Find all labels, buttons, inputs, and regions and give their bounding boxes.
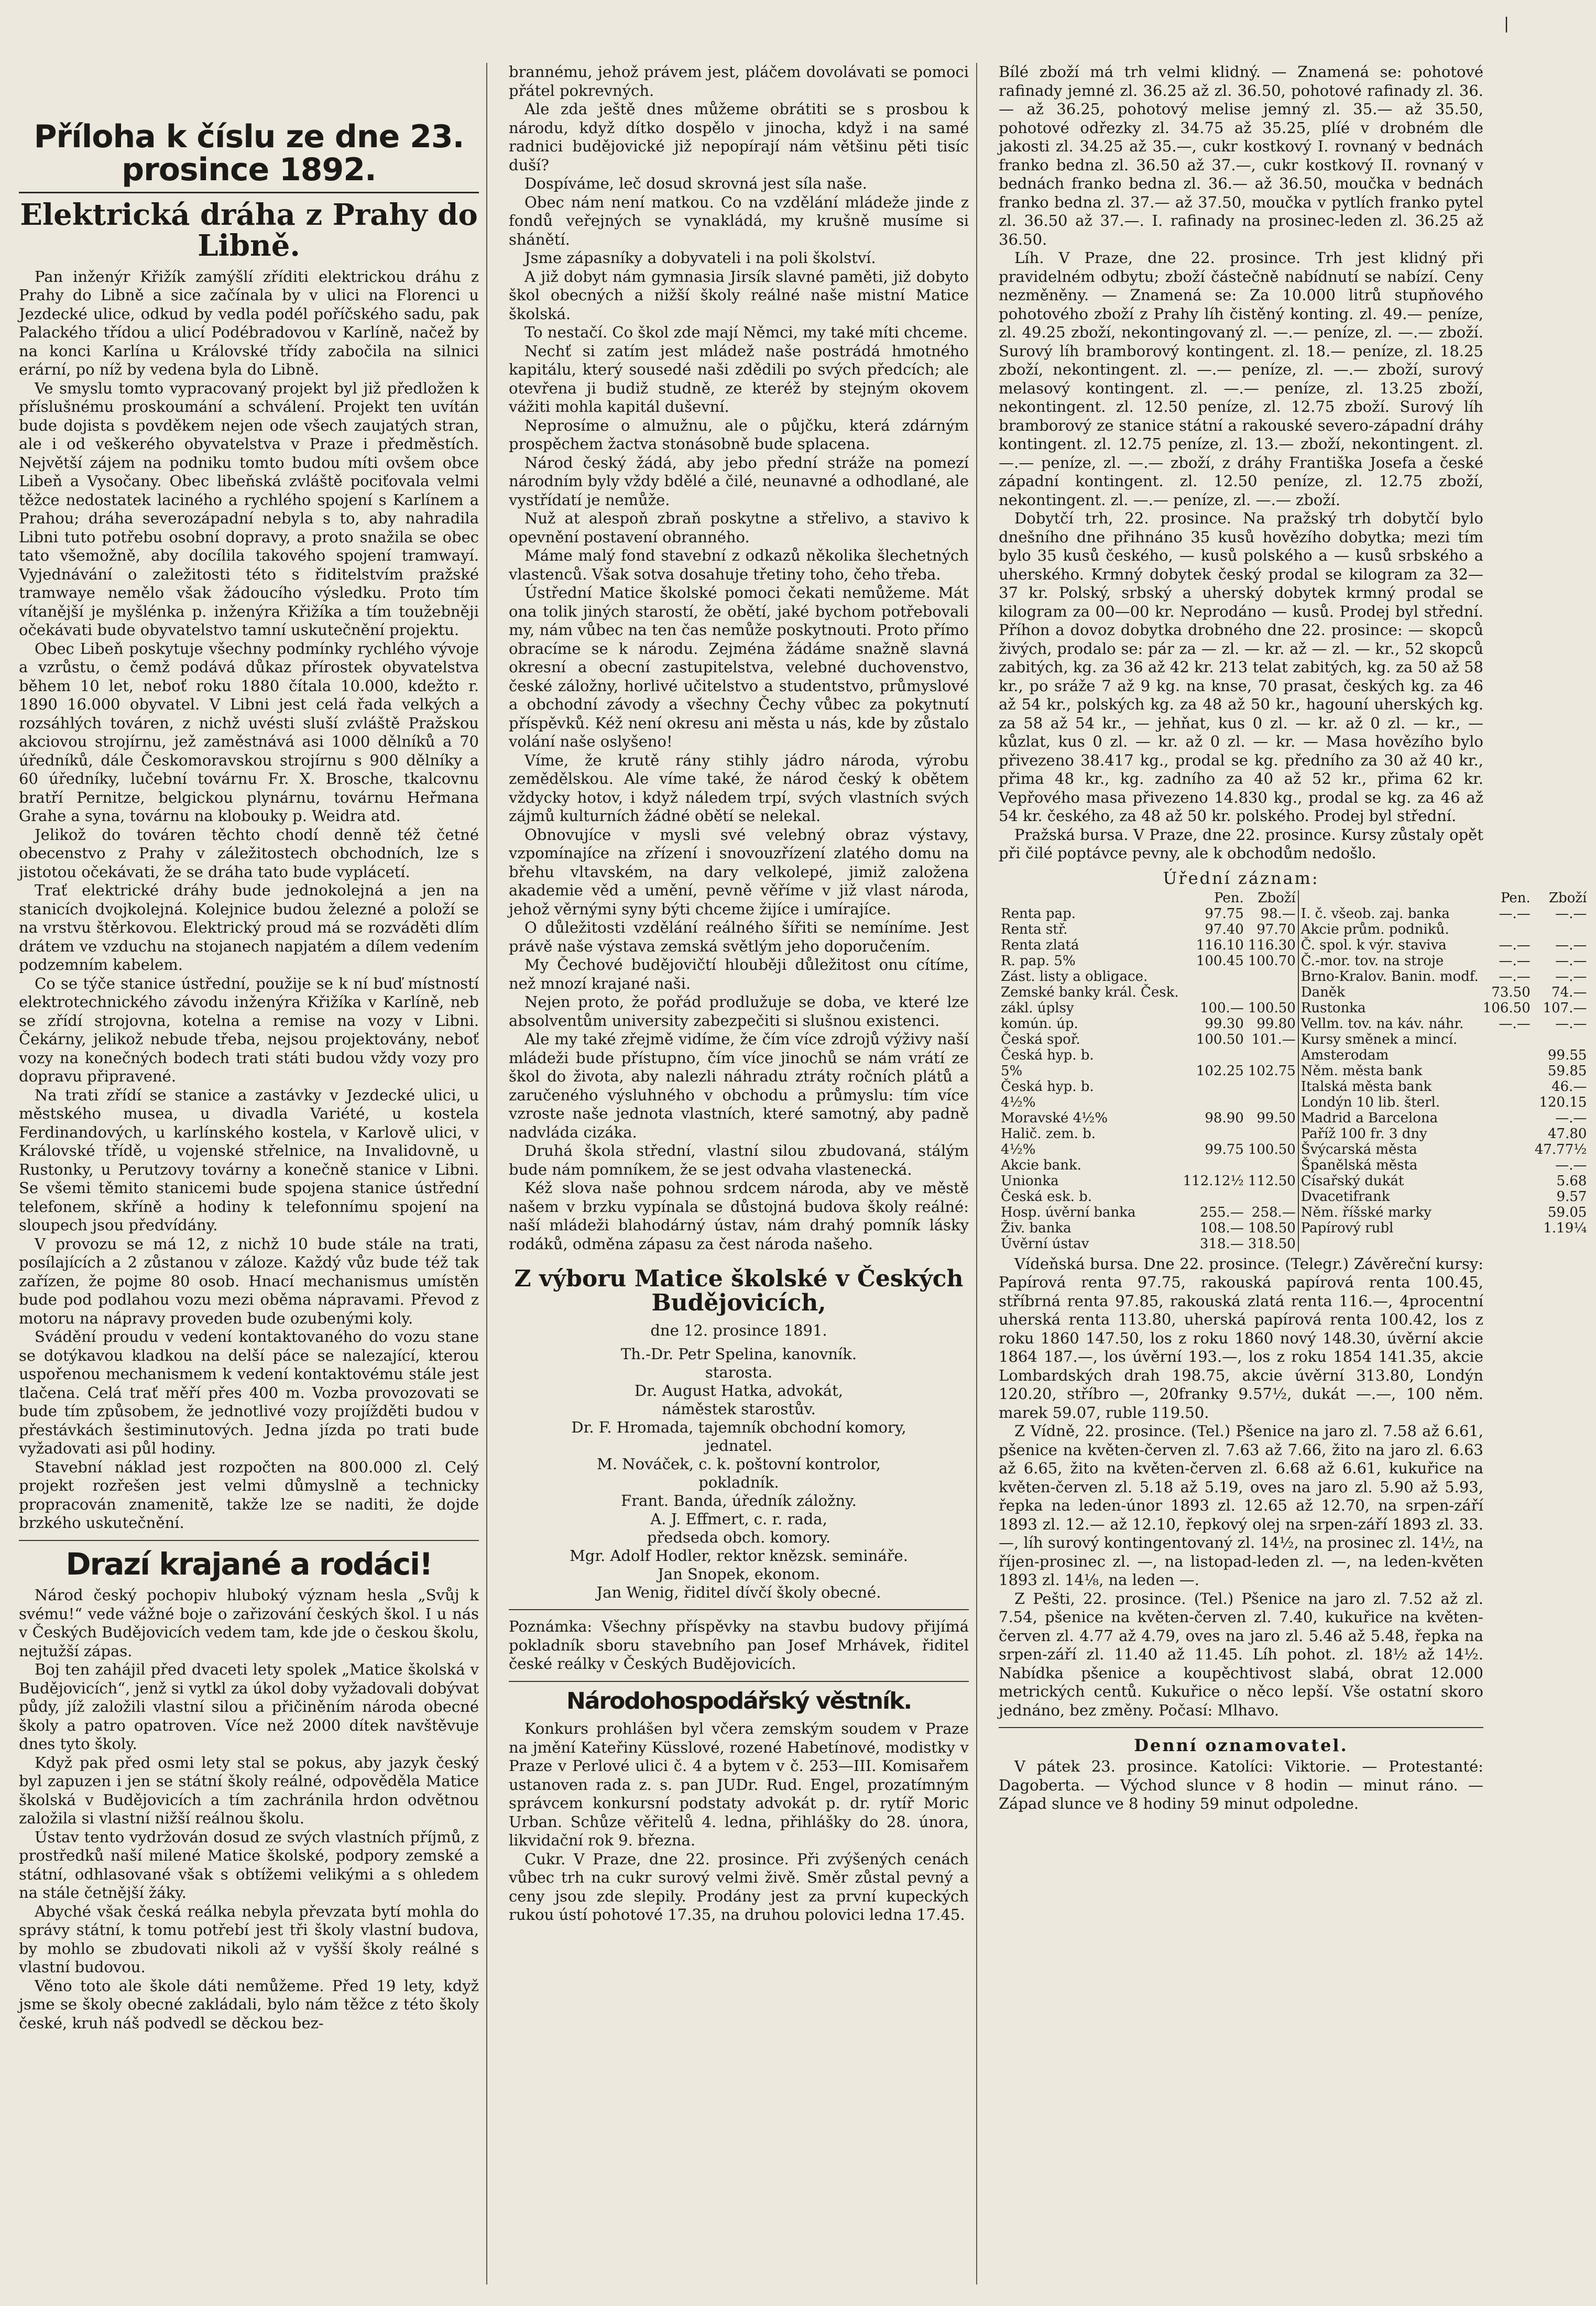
table-cell: 102.75 (1248, 1063, 1296, 1079)
article-paragraph: Ale my také zřejmě vidíme, že čím více zdrojů výživy naší mládeži bude přístupno, čím více jinochů se nám vrátí ze škol do života, aby nalezli náhradu ztráty ročních plátů a zaručeného výsluhného v obchodu a průmyslu: tím více vzroste naše jednota vlastních, které samotný, aby padně nadvláda cizáka. (509, 1030, 969, 1141)
table-cell: —.— (1499, 937, 1531, 953)
signature: Frant. Banda, úředník záložny. (621, 1492, 857, 1510)
article-title-electric-railway: Elektrická dráha z Prahy do Libně. (20, 198, 478, 263)
signature-role: pokladník. (698, 1473, 779, 1492)
table-cell: Živ. banka (1001, 1220, 1072, 1236)
exchange-table-title: Úřední záznam: (1163, 868, 1319, 888)
table-cell (1481, 1157, 1533, 1173)
table-cell: 74.— (1551, 984, 1587, 1000)
article-paragraph: Ústřední Matice školské pomoci čekati nemůžeme. Mát ona tolik jiných starostí, že obětí, jaké bychom potřebovali my, nám vůbec na ten čas nemůže poskytnouti. Proto přímo obracíme se k národu. Zejména žádáme snažně slavná okresní a obecní zastupitelstva, velebné duchovenstvo, české záložny, horlivé učitelstvo a studentstvo, průmyslové a obchodní závody a všechny Čechy vůbec za pokytnutí příspěvků. Kéž není okresu ani města u nás, kde by zůstalo volání naše oslyšeno! (509, 584, 969, 750)
table-row (999, 906, 1589, 922)
table-cell: Akcie prům. podniků. (1298, 922, 1481, 937)
table-cell: —.— (1555, 968, 1587, 985)
table-cell (1246, 1157, 1298, 1173)
table-cell: Kursy směnek a mincí. (1298, 1032, 1481, 1047)
signature: Mgr. Adolf Hodler, rektor knězsk. semináře. (570, 1547, 908, 1565)
table-row (999, 953, 1589, 969)
article-paragraph: Bílé zboží má trh velmi klidný. — Znamená se: pohotové rafinady jemné zl. 36.25 až zl. 36.50, pohotové rafinady zl. 36.— až 36.25, pohotový melise jemný zl. 35.— až 35.50, pohotové odřezky zl. 34.75 až 35.25, plíé v drobném dle jakosti zl. 34.25 až 35.—, cukr kostkový I. rovnaný v bednách franko bedna zl. 36.50 až 37.—, cukr kostkový II. rovnaný v bednách franko bedna zl. 36.— až 36.50, moučka v bednách franko bedna zl. 37.— až 37.50, moučka v pytlích franko pytel zl. 36.50 až 37.—. I. rafinady na prosinec-leden zl. 36.25 až 36.50. (999, 63, 1483, 248)
column-3 (996, 63, 1587, 2285)
article-paragraph: Neprosíme o almužnu, ale o půjčku, která zdárným prospěchem žactva stonásobně bude splacena. (509, 416, 969, 453)
signature: Th.-Dr. Petr Spelina, kanovník. (620, 1345, 857, 1363)
table-cell (1481, 1063, 1533, 1079)
page-corner-mark: | (1504, 15, 1510, 33)
table-row (999, 1063, 1589, 1079)
signature-role: předseda obch. komory. (647, 1528, 831, 1547)
table-cell: 116.10 (1196, 937, 1244, 953)
table-cell: Č.-mor. tov. na stroje (1298, 953, 1481, 969)
column-2 (506, 63, 977, 2285)
table-cell: 102.25 (1196, 1063, 1244, 1079)
table-row (999, 1079, 1589, 1095)
table-cell: Akcie bank. (1001, 1157, 1081, 1173)
table-cell: 99.75 (1205, 1141, 1244, 1157)
table-cell: 100.— (1199, 1000, 1244, 1016)
divider (19, 1540, 479, 1541)
date-line: dne 12. prosince 1891. (650, 1321, 827, 1340)
table-cell (1181, 1157, 1246, 1173)
article-paragraph: Jelikož do továren těchto chodí denně též četné obecenstvo z Prahy v záležitostech obchodních, lze s jistotou očekávati, že se dráha tato bude vyplácetí. (19, 825, 479, 881)
table-row (999, 1110, 1589, 1126)
table-cell: Paříž 100 fr. 3 dny (1298, 1126, 1481, 1142)
calendar-title: Denní oznamovatel. (1134, 1735, 1348, 1755)
table-cell: 98.— (1260, 905, 1296, 922)
table-cell: Zást. listy a obligace. (1001, 968, 1148, 985)
table-cell: Renta zlatá (1001, 937, 1079, 953)
article-paragraph: Ve smyslu tomto vypracovaný projekt byl již předložen k příslušnému proskoumání a schválení. Projekt ten uvítán bude dojista s povděkem nejen ode všech zaujatých stran, ale i od veškerého obyvatelstva v Praze i předměstích. Největší zájem na podniku tomto budou míti ovšem obce Libeň a Vysočany. Obec libeňská zvláště pociťovala velmi těžce nedostatek laciného a rychlého spojení s Karlínem a Prahou; dráha severozápadní nebyla s to, aby nahradila Libni tuto potřebu osobní dopravy, a proto snažila se obec tato všemožně, aby docílila takového spojení tramwayí. Vyjednávání o zaležitosti této s řiditelstvím pražské tramwaye nemělo však žádoucího výsledku. Proto tím vítanější je myšlénka p. inženýra Křižíka a tím toužebněji očekávati bude obyvatelstvo tamní uskutečnění projektu. (19, 379, 479, 639)
table-cell: Dvacetifrank (1298, 1189, 1481, 1205)
table-cell: 112.12½ (1183, 1173, 1244, 1189)
article-paragraph: Ale zda ještě dnes můžeme obrátiti se s prosbou k národu, když dítko dospělo v jinocha, když i na samé radnici budějovické již nepopírají nám většinu pěti tisíc duší? (509, 100, 969, 174)
table-row (999, 1000, 1589, 1016)
table-cell: 99.50 (1256, 1110, 1296, 1126)
signature-role: starosta. (705, 1363, 773, 1382)
article-paragraph: Když pak před osmi lety stal se pokus, aby jazyk český byl zapuzen i jen se státní školy reálné, odpověděla Matice školská v Budějovicích a tím zachránila hrdon odvětnou založila si vlastní nižší reálnou školu. (19, 1753, 479, 1828)
table-cell: 255.— (1199, 1204, 1244, 1220)
table-cell: 108.— (1199, 1220, 1244, 1236)
table-row (999, 1095, 1589, 1110)
divider (509, 1681, 969, 1682)
table-cell: 4½% (1001, 1141, 1036, 1157)
table-cell: 47.80 (1548, 1125, 1587, 1142)
article-paragraph: Nechť si zatím jest mládež naše postrádá hmotného kapitálu, který sousedé naši zdědili po svých předcích; ale otevřena ji budiž studně, ze kteréž by stejným okovem vážiti mohla kapitál duševní. (509, 342, 969, 416)
table-cell: Španělská města (1298, 1157, 1481, 1173)
article-paragraph: Ústav tento vydržován dosud ze svých vlastních příjmů, z prostředků naší milené Matice školské, podpory zemské a státní, odhlasované však s obtížemi velikými a s ohledem na stále četnější žáky. (19, 1828, 479, 1902)
table-cell (1246, 985, 1298, 1000)
table-cell: 1.19¼ (1543, 1220, 1587, 1236)
table-cell: —.— (1555, 1157, 1587, 1173)
table-row (999, 1032, 1589, 1047)
article-paragraph: Druhá škola střední, vlastní silou zbudovaná, stálým bude nám pomníkem, že se jest odvaha vlastenecká. (509, 1142, 969, 1178)
table-cell: Unionka (1001, 1173, 1059, 1189)
table-header-cell: Pen. (1214, 890, 1244, 906)
article-paragraph: Z Pešti, 22. prosince. (Tel.) Pšenice na jaro zl. 7.52 až zl. 7.54, pšenice na květen-červen zl. 7.40, kukuřice na květen-červen zl. 4.77 až 4.79, oves na jaro zl. 5.46 až 5.48, řepka na srpen-září zl. 11.40 až 11.45. Líh pohot. zl. 18½ až 14½. Nabídka pšenice a koupěchtivost slabá, obrat 12.000 metrických centů. Kukuřice o něco lepší. Vše ostatní skoro jednáno, bez změny. Počasí: Mlhavo. (999, 1589, 1483, 1719)
table-cell: Brno-Kralov. Banin. modf. (1298, 969, 1481, 985)
table-cell: 46.— (1551, 1078, 1587, 1095)
table-cell: —.— (1555, 1015, 1587, 1032)
article-paragraph: Pan inženýr Křižík zamýšlí zříditi elektrickou dráhu z Prahy do Libně a sice začínala by v ulici na Florenci u Jezdecké ulice, odkud by vedla podél poříčského sadu, pak Palackého třídou a ulicí Podébradovou v Karlíně, načež by na konci Karlína u Královské třídy zabočila na silnici erární, po níž by vedena byla do Libně. (19, 267, 479, 379)
article-paragraph: Pražská bursa. V Praze, dne 22. prosince. Kursy zůstaly opět při čilé poptávce pevny, ale k obchodům nedošlo. (999, 825, 1483, 862)
article-paragraph: Národ český žádá, aby jebo přední stráže na pomezí národním byly vždy bdělé a čilé, neunavné a odhodlané, ale vystřídatí je nemůže. (509, 453, 969, 509)
article-paragraph: Stavební náklad jest rozpočten na 800.000 zl. Celý projekt rozřešen jest velmi důmyslně a technicky propracován znamenitě, takže lze se naditi, že dojde brzkého uskutečnění. (19, 1458, 479, 1532)
article-paragraph: Jsme zápasníky a dobyvateli i na poli školství. (524, 249, 876, 267)
table-cell: 100.50 (1248, 1000, 1296, 1016)
table-row (999, 922, 1589, 937)
table-cell: 318.— (1199, 1236, 1244, 1252)
table-cell: Madrid a Barcelona (1298, 1110, 1481, 1126)
article-paragraph: Trať elektrické dráhy bude jednokolejná a jen na stanicích dvojkolejná. Kolejnice budou železné a položí se na vrstvu štěrkovou. Elektrický proud má se rozváděti dlím drátem ve vzduchu na stojanech napjatém a dílem vedením podzemním kabelem. (19, 881, 479, 974)
exchange-rate-table (999, 890, 1589, 1252)
table-cell: zákl. úplsy (1001, 1000, 1074, 1016)
table-cell (1481, 1095, 1533, 1110)
table-cell (1246, 1095, 1298, 1110)
table-row (999, 1205, 1589, 1220)
article-paragraph: Cukr. V Praze, dne 22. prosince. Při zvýšených cenách vůbec trh na cukr surový velmi živě. Směr zůstal pevný a ceny jsou zde slepily. Prodány jest za první kupeckých rukou ústí pohotové 17.35, na druhou polovici ledna 17.45. (509, 1850, 969, 1924)
signature: Dr. August Hatka, advokát, (635, 1382, 843, 1400)
table-cell: 9.57 (1556, 1188, 1587, 1205)
table-cell: 101.— (1251, 1031, 1296, 1047)
table-cell: 106.50 (1482, 1000, 1531, 1016)
table-cell: 108.50 (1248, 1220, 1296, 1236)
article-paragraph: Vídeňská bursa. Dne 22. prosince. (Telegr.) Závěreční kursy: Papírová renta 97.75, rakouská papírová renta 100.45, stříbrná renta 97.85, rakouská zlatá renta 116.—, 4procentní uherská renta 113.80, uherská papírová renta 100.42, los z roku 1860 147.50, los z roku 1860 nový 148.30, úvěrní akcie 1864 187.—, los úvěrní 193.—, los z roku 1854 141.35, akcie Lombardských drah 198.75, akcie úvěrní 313.80, Londýn 120.20, stříbro —, 20franky 9.57½, dukát —.—, 100 něm. marek 59.07, ruble 119.50. (999, 1254, 1483, 1422)
signature-role: náměstek starostův. (662, 1400, 816, 1418)
table-cell (1481, 1047, 1533, 1063)
table-cell: 116.30 (1248, 937, 1296, 953)
table-row (999, 1126, 1589, 1142)
table-cell (1533, 922, 1589, 937)
newspaper-page (16, 63, 1587, 2285)
table-cell: —.— (1555, 953, 1587, 969)
divider (999, 1727, 1483, 1728)
article-paragraph: Nejen proto, že pořád prodlužuje se doba, ve které lze absolventům university zabezpečiti si slušnou existenci. (509, 993, 969, 1030)
table-cell (1533, 1236, 1589, 1252)
table-cell (1181, 969, 1246, 985)
article-paragraph: V provozu se má 12, z nichž 10 bude stále na trati, posílajících a 2 zůstanou v záloze. Každý vůz bude též tak zařízen, že pojme 80 osob. Hnací mechanismus umístěn bude pod podlahou vozu mezi oběma nápravami. Převod z motoru na nápravy proveden bude ozubenými koly. (19, 1234, 479, 1327)
table-cell: 318.50 (1248, 1236, 1296, 1252)
article-paragraph: Na trati zřídí se stanice a zastávky v Jezdecké ulici, u městského musea, u divadla Variété, u kostela Ferdinandových, u karlínského kostela, v Karlově ulici, v Královské třídě, u vojenské střelnice, na Invalidovně, u Rustonky, u Perutzovy továrny a konečně stanice v Libni. Se všemi těmito stanicemi bude spojena stanice ústřední telefonem, skříně a hodiny k telefonnímu spojení na sloupech jsou předvídány. (19, 1086, 479, 1234)
table-cell: Daněk (1298, 985, 1481, 1000)
table-cell: 73.50 (1491, 984, 1531, 1000)
table-cell: —.— (1555, 937, 1587, 953)
table-cell: Něm. města bank (1298, 1063, 1481, 1079)
article-paragraph: O důležitosti vzdělání reálného šířiti se nemíníme. Jest právě naše výstava zemská světlým jeho doporučením. (509, 919, 969, 955)
table-cell: Česká spoř. (1001, 1031, 1080, 1047)
table-row (999, 1173, 1589, 1189)
table-cell: Císařský dukát (1298, 1173, 1481, 1189)
article-paragraph: Líh. V Praze, dne 22. prosince. Trh jest klidný při pravidelném odbytu; zboží částečně nabídnutí se nabízí. Ceny nezměněny. — Znamená se: Za 10.000 litrů stupňového pohotového zboží z Prahy líh čistěný konting. zl. 49.— peníze, zl. 49.25 zboží, nekontingovaný zl. —.— peníze, zl. —.— zboží. Surový líh bramborový kontingent. zl. 18.— peníze, zl. 18.25 zboží, nekontingent. zl. —.— peníze, zl. —.— zboží, surový melasový kontingent. zl. —.— peníze, zl. 13.25 zboží, nekontingent. zl. 12.50 peníze, zl. 12.75 zboží. Surový líh bramborový ze stanice státní a rakouské severo-západní dráhy kontingent. zl. 12.75 peníze, zl. 13.— zboží, nekontingent. zl. —.— peníze, zl. —.— zboží, z dráhy Františka Josefa a české západní kontingent. zl. 12.50 peníze, zl. 12.75 zboží, nekontingent. zl. —.— peníze, zl. —.— zboží. (999, 249, 1483, 509)
table-cell (1481, 1236, 1533, 1252)
table-cell (1246, 1189, 1298, 1205)
table-cell (1481, 1142, 1533, 1157)
table-cell: Moravské 4½% (1001, 1110, 1108, 1126)
table-cell: —.— (1499, 1015, 1531, 1032)
table-cell: Halič. zem. b. (1001, 1125, 1096, 1142)
table-row (999, 937, 1589, 953)
table-cell: 4½% (1001, 1094, 1036, 1110)
table-row (999, 1189, 1589, 1205)
table-cell (1481, 1110, 1533, 1126)
table-row (999, 1016, 1589, 1032)
article-paragraph: Národ český pochopiv hluboký význam hesla „Svůj k svému!“ vede vážné boje o zařizování českých škol. I u nás v Českých Budějovicích vedem tam, kde jde o českou školu, nejtužší zápas. (19, 1586, 479, 1660)
article-paragraph: My Čechové budějovičtí hlouběji důležitost onu cítíme, než mnozí krajané naši. (509, 956, 969, 992)
table-cell: Česká hyp. b. (1001, 1047, 1094, 1063)
table-cell: 98.90 (1205, 1110, 1244, 1126)
table-cell: Londýn 10 lib. šterl. (1298, 1095, 1481, 1110)
divider (509, 1609, 969, 1610)
table-cell (1481, 1173, 1533, 1189)
table-cell (1481, 1126, 1533, 1142)
table-cell: Hosp. úvěrní banka (1001, 1204, 1136, 1220)
table-cell (1481, 1032, 1533, 1047)
article-paragraph: Kéž slova naše pohnou srdcem národa, aby ve městě našem v brzku vypínala se důstojná budova školy reálné: naší mládeži blahodárný ústav, nám drahý pomník lásky rodáků, odměna zápasu za čest národa našeho. (509, 1179, 969, 1253)
table-cell: 120.15 (1539, 1094, 1587, 1110)
table-cell: Švýcarská města (1298, 1142, 1481, 1157)
table-cell: 107.— (1543, 1000, 1587, 1016)
table-cell: Rustonka (1298, 1000, 1481, 1016)
table-row (999, 1047, 1589, 1063)
table-cell: 47.77½ (1534, 1141, 1587, 1157)
table-header-cell (1298, 890, 1481, 906)
table-cell: Česká hyp. b. (1001, 1078, 1094, 1095)
table-cell: 112.50 (1248, 1173, 1296, 1189)
signature-role: jednatel. (705, 1437, 772, 1455)
table-cell: Zemské banky král. Česk. (1001, 984, 1179, 1000)
signature: A. J. Effmert, c. r. rada, (650, 1510, 827, 1528)
table-cell (1481, 1205, 1533, 1220)
note-paragraph: Poznámka: Všechny příspěvky na stavbu budovy přijímá pokladník sboru stavebního pan Josef Mrhávek, řiditel české reálky v Českých Budějovicích. (509, 1618, 969, 1673)
table-cell: —.— (1555, 905, 1587, 922)
article-paragraph: Obec Libeň poskytuje všechny podmínky rychlého vývoje a vzrůstu, o čemž podává důkaz přírostek obyvatelstva během 10 let, neboť roku 1880 čítala 10.000, kdežto r. 1890 16.000 obyvatel. V Libni jest celá řada velkých a rozsáhlých továren, z nichž uvésti sluší zvláště Pražskou akciovou strojírnu, jež zaměstnává asi 1000 dělníků a 70 úředníků, dále Českomoravskou strojírnu s 900 dělníky a 60 úředníky, lučební továrnu Fr. X. Brosche, tkalcovnu bratří Pernitze, belgickou plynárnu, továrnu Heřmana Grahe a syna, továrnu na klobouky p. Weidra atd. (19, 639, 479, 825)
table-cell: 258.— (1251, 1204, 1296, 1220)
table-cell (1481, 922, 1533, 937)
table-cell (1481, 1189, 1533, 1205)
table-row (999, 1236, 1589, 1252)
table-cell: Něm. říšské marky (1298, 1205, 1481, 1220)
table-cell (1481, 1079, 1533, 1095)
table-cell (1181, 1189, 1246, 1205)
article-paragraph: A již dobyt nám gymnasia Jirsík slavné paměti, již dobyto škol obecných a nižší školy reálné naše mistní Matice školská. (509, 267, 969, 323)
signature: Jan Snopek, ekonom. (658, 1565, 820, 1583)
article-title-appeal: Drazí krajané a rodáci! (65, 1546, 432, 1582)
table-header-cell: Pen. (1501, 890, 1531, 906)
table-row (999, 969, 1589, 985)
table-cell: Renta pap. (1001, 905, 1076, 922)
table-cell: 99.80 (1256, 1015, 1296, 1032)
table-cell: 97.75 (1205, 905, 1244, 922)
signature: Dr. F. Hromada, tajemník obchodní komory, (571, 1418, 906, 1437)
table-cell (1533, 1032, 1589, 1047)
table-header-row (999, 890, 1589, 906)
table-cell: —.— (1499, 968, 1531, 985)
signature: M. Nováček, c. k. poštovní kontrolor, (597, 1455, 881, 1473)
table-row (999, 1220, 1589, 1236)
article-paragraph: Obnovujíce v mysli své velebný obraz výstavy, vzpomínajíce na zřízení i snovouzřízení zlatého domu na břehu vltavském, na dary velkolepé, jimiž založena akademie věd a umění, pevně věříme v již vlast národa, jehož věrnými syny býti chceme žijíce i umírajíce. (509, 825, 969, 918)
article-paragraph: Máme malý fond stavební z odkazů několika šlechetných vlastenců. Však sotva dosahuje třetiny toho, čeho třeba. (509, 547, 969, 583)
article-paragraph: Víme, že krutě rány stihly jádro národa, výrobu zemědělskou. Ale víme také, že národ český k obětem vždycky hotov, i když náledem trpí, svých vlastních svých zájmů kulturních žádné obětí se nelekal. (509, 751, 969, 825)
supplement-heading: Příloha k číslu ze dne 23. prosince 1892. (19, 121, 479, 193)
table-cell: Vellm. tov. na káv. náhr. (1298, 1016, 1481, 1032)
table-cell: Renta stř. (1001, 921, 1068, 937)
article-paragraph: brannému, jehož právem jest, pláčem dovolávati se pomoci přátel pokrevných. (509, 63, 969, 100)
table-cell: komún. úp. (1001, 1015, 1078, 1032)
table-cell: R. pap. 5% (1001, 953, 1076, 969)
table-cell: 5.68 (1556, 1173, 1587, 1189)
table-cell (1298, 1236, 1481, 1252)
table-cell: 100.50 (1196, 1031, 1244, 1047)
table-cell (1481, 1220, 1533, 1236)
table-cell: Úvěrní ústav (1001, 1236, 1089, 1252)
article-paragraph: Konkurs prohlášen byl včera zemským soudem v Praze na jmění Kateřiny Küsslové, rozené Habetínové, modistky v Praze v Perlové ulici č. 4 a bytem v č. 253—III. Komisařem ustanoven rada z. s. pan JUDr. Rud. Engel, prozatímným správcem konkursní podstaty advokát p. dr. rytíř Moric Urban. Schůze věřitelů 4. ledna, přihlášky do 28. února, likvidační rok 9. března. (509, 1720, 969, 1850)
economic-bulletin-title: Národohospodářský věstník. (566, 1687, 912, 1714)
table-cell: 97.40 (1205, 921, 1244, 937)
table-cell: 5% (1001, 1063, 1023, 1079)
article-paragraph: Dobytčí trh, 22. prosince. Na pražský trh dobytčí bylo dnešního dne přihnáno 35 kusů hovězího dobytka; mezi tím bylo 35 kusů českého, — kusů polského a — kusů srbského a uherského. Krmný dobytek český prodal se kilogram za 32—37 kr. Polský, srbský a uherský dobytek krmný prodal se kilogram za 00—00 kr. Neprodáno — kusů. Prodej byl střední. Příhon a dovoz dobytka drobného dne 22. prosince: — skopců živých, prodalo se: pár za — zl. — kr. až — zl. — kr., 52 skopců zabitých, kg. za 36 až 42 kr. 213 telat zabitých, kg. za 50 až 58 kr., po sráže 7 až 9 kg. na knse, 70 prasat, českých kg. za 46 až 54 kr., polských kg. za 48 až 50 kr., hagouní uherských kg. za 58 až 54 kr., — jehňat, kus 0 zl. — kr. až 0 zl. — kr., — kůzlat, kus 0 zl. — kr. až 0 zl. — kr. — Masa hovězího bylo přivezeno 38.417 kg., prodal se kg. předního za 30 až 40 kr., přima 48 kr., kg. zadního za 40 až 52 kr., přima 62 kr. Vepřového masa přivezeno 14.830 kg., prodal se kg. za 46 až 54 kr. českého, za 48 až 50 kr. polského. Prodej byl střední. (999, 509, 1483, 825)
table-row (999, 985, 1589, 1000)
article-paragraph: To nestačí. Co škol zde mají Němci, my také míti chceme. (524, 323, 968, 341)
table-cell: —.— (1499, 953, 1531, 969)
column-1 (16, 63, 487, 2285)
table-cell (1246, 1126, 1298, 1142)
table-cell: Papírový rubl (1298, 1220, 1481, 1236)
table-cell (1181, 1079, 1246, 1095)
table-row (999, 1142, 1589, 1157)
article-paragraph: Svádění proudu v vedení kontaktovaného do vozu stane se dotýkavou kladkou na delší páce se nalezající, kterou uspořenou mechanismem k vedení kontaktovému stále jest tlačena. Celá trať měří přes 400 m. Vozba provozovati se bude tím způsobem, že jednotlivé vozy projížděti budou v přestávkách šestiminutových. Jedna jízda po trati bude vyžadovati asi půl hodiny. (19, 1328, 479, 1458)
committee-heading: Z výboru Matice školské v Českých Budějovicích, (514, 1265, 964, 1317)
table-cell: —.— (1499, 905, 1531, 922)
table-cell (1246, 969, 1298, 985)
article-paragraph: Dospíváme, leč dosud skrovná jest síla naše. (524, 174, 867, 192)
table-cell: 59.05 (1548, 1204, 1587, 1220)
table-cell: 100.50 (1248, 1141, 1296, 1157)
table-cell: 100.45 (1196, 953, 1244, 969)
table-cell (1181, 1047, 1246, 1063)
article-paragraph: Nuž at alespoň zbraň poskytne a střelivo, a stavivo k opevnění postavení obranného. (509, 509, 969, 546)
table-header-cell: Zboží (1258, 890, 1296, 906)
table-cell: Italská města bank (1298, 1079, 1481, 1095)
table-cell: —.— (1555, 1110, 1587, 1126)
table-cell (1246, 1047, 1298, 1063)
table-cell (1246, 1079, 1298, 1095)
table-cell: 99.30 (1205, 1015, 1244, 1032)
article-paragraph: Z Vídně, 22. prosince. (Tel.) Pšenice na jaro zl. 7.58 až 6.61, pšenice na květen-červen zl. 7.63 až 7.66, žito na jaro zl. 6.63 až 6.65, žito na květen-červen zl. 6.68 až 6.61, kukuřice na květen-červen zl. 5.18 až 5.19, oves na jaro zl. 5.90 až 5.93, řepka na leden-únor 1893 zl. 12.65 až 12.70, na srpen-září 1893 zl. 12.— až 12.10, řepkový olej na srpen-září 1893 zl. 33.—, líh surový kontingentovaný zl. 14½, na prosinec zl. 14½, na říjen-prosinec zl. —, na listopad-leden zl. —, na leden-květen 1893 zl. 14⅛, na leden —. (999, 1422, 1483, 1589)
table-cell: Č. spol. k výr. staviva (1298, 937, 1481, 953)
article-paragraph: Obec nám není matkou. Co na vzdělání mládeže jinde z fondů veřejných se vynakládá, my krušně musíme si shánětí. (509, 193, 969, 248)
table-row (999, 1157, 1589, 1173)
article-paragraph: V pátek 23. prosince. Katolíci: Viktorie. — Protestanté: Dagoberta. — Východ slunce v 8 hodin — minut ráno. — Západ slunce ve 8 hodiny 59 minut odpoledne. (999, 1757, 1483, 1812)
table-header-cell (999, 890, 1181, 906)
article-paragraph: Věno toto ale škole dáti nemůžeme. Před 19 lety, když jsme se školy obecné zakládali, bylo nám těžce z této školy české, kruh náš podvedl se děckou bez- (19, 1976, 479, 2032)
signature: Jan Wenig, řiditel dívčí školy obecné. (596, 1583, 881, 1602)
table-cell: Česká esk. b. (1001, 1188, 1092, 1205)
table-cell (1181, 1095, 1246, 1110)
table-cell: 99.55 (1548, 1047, 1587, 1063)
table-cell: I. č. všeob. zaj. banka (1298, 906, 1481, 922)
table-header-cell: Zboží (1549, 890, 1587, 906)
table-cell: 97.70 (1256, 921, 1296, 937)
table-cell: 100.70 (1248, 953, 1296, 969)
table-cell: 59.85 (1548, 1063, 1587, 1079)
table-cell: Amsterodam (1298, 1047, 1481, 1063)
article-paragraph: Abyché však česká reálka nebyla převzata bytí mohla do správy státní, k tomu potřebí jest tři školy vlastní budova, by mohlo se zbudovati nikoli až v vyšší školy reálné s vlastní budovou. (19, 1902, 479, 1976)
table-cell (1181, 985, 1246, 1000)
article-paragraph: Co se týče stanice ústřední, použije se k ní buď místností elektrotechnického závodu inženýra Křižíka v Karlíně, neb se zřídí strojovna, kotelna a remise na vozy v Libni. Čekárny, jelikož nebude třeba, nejsou projektovány, neboť vozy na konečných bodech trati státi budou vždy vozy pro dopravu připravené. (19, 974, 479, 1086)
article-paragraph: Boj ten zahájil před dvaceti lety spolek „Matice školská v Budějovicích“, jenž si vytkl za úkol doby vyžadovali dobývat půdy, jíž založili vlastní silou a přičiněním národa obecné školy a patro opatroven. Více než 2000 dítek navštěvuje dnes tyto školy. (19, 1660, 479, 1753)
table-cell (1181, 1126, 1246, 1142)
